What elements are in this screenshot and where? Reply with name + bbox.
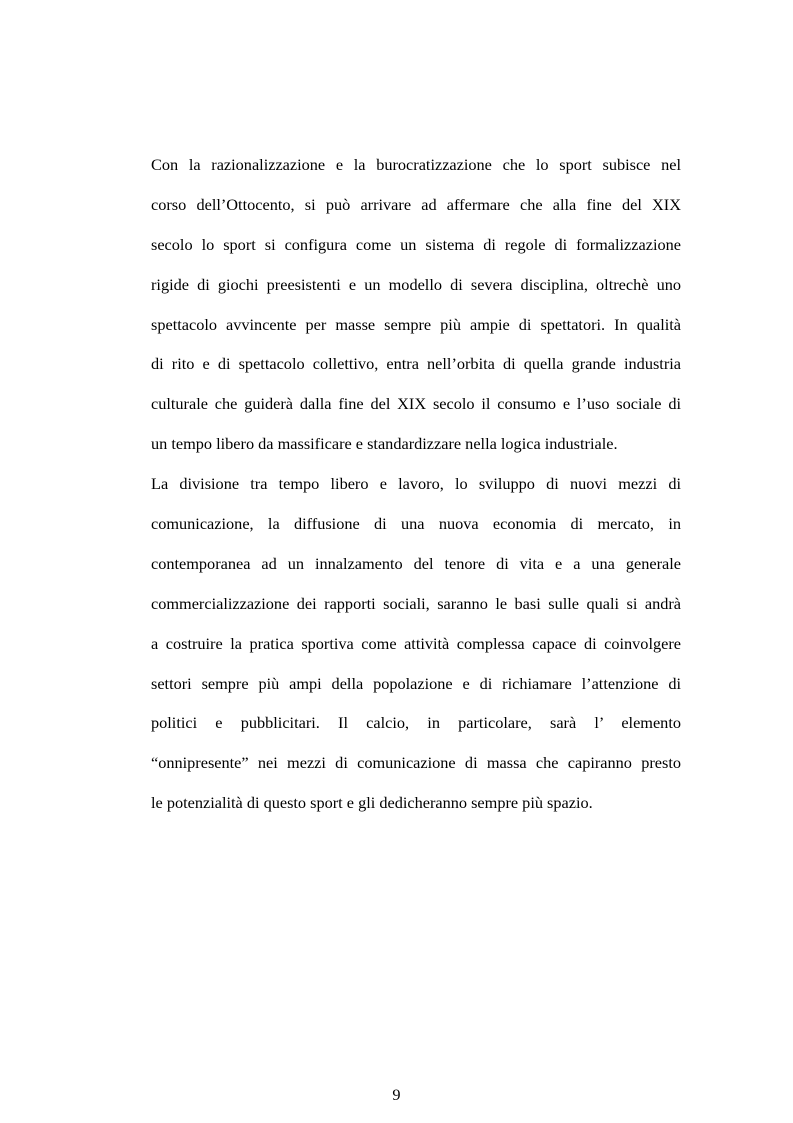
paragraph-1-line-2: corso dell’Ottocento, si può arrivare ad affermare che alla fine del XIX [151,194,681,214]
paragraph-1-line-4: rigide di giochi preesistenti e un modello di severa disciplina, oltrechè uno [151,274,681,294]
paragraph-1-line-5: spettacolo avvincente per masse sempre più ampie di spettatori. In qualità [151,314,681,334]
paragraph-2 [151,464,681,823]
paragraph-2-line-2: comunicazione, la diffusione di una nuova economia di mercato, in [151,514,681,534]
paragraph-1-line-1: Con la razionalizzazione e la burocratizzazione che lo sport subisce nel [151,155,681,174]
paragraph-2-line-4: commercializzazione dei rapporti sociali, saranno le basi sulle quali si andrà [151,593,681,613]
body-text [151,145,681,823]
paragraph-2-line-1: La divisione tra tempo libero e lavoro, lo sviluppo di nuovi mezzi di [151,474,681,494]
paragraph-2-line-8: “onnipresente” nei mezzi di comunicazione di massa che capiranno presto [151,753,681,773]
paragraph-1-line-3: secolo lo sport si configura come un sistema di regole di formalizzazione [151,234,681,254]
paragraph-2-line-9: le potenzialità di questo sport e gli dedicheranno sempre più spazio. [151,793,593,813]
paragraph-1-line-7: culturale che guiderà dalla fine del XIX secolo il consumo e l’uso sociale di [151,394,681,414]
paragraph-1-line-6: di rito e di spettacolo collettivo, entra nell’orbita di quella grande industria [151,354,681,374]
paragraph-1-line-8: un tempo libero da massificare e standardizzare nella logica industriale. [151,434,618,454]
page-number: 9 [392,1085,401,1104]
paragraph-1 [151,145,681,464]
paragraph-2-line-7: politici e pubblicitari. Il calcio, in particolare, sarà l’ elemento [151,713,681,733]
paragraph-2-line-6: settori sempre più ampi della popolazione e di richiamare l’attenzione di [151,673,681,693]
paragraph-2-line-3: contemporanea ad un innalzamento del tenore di vita e a una generale [151,553,681,573]
paragraph-2-line-5: a costruire la pratica sportiva come attività complessa capace di coinvolgere [151,633,681,653]
